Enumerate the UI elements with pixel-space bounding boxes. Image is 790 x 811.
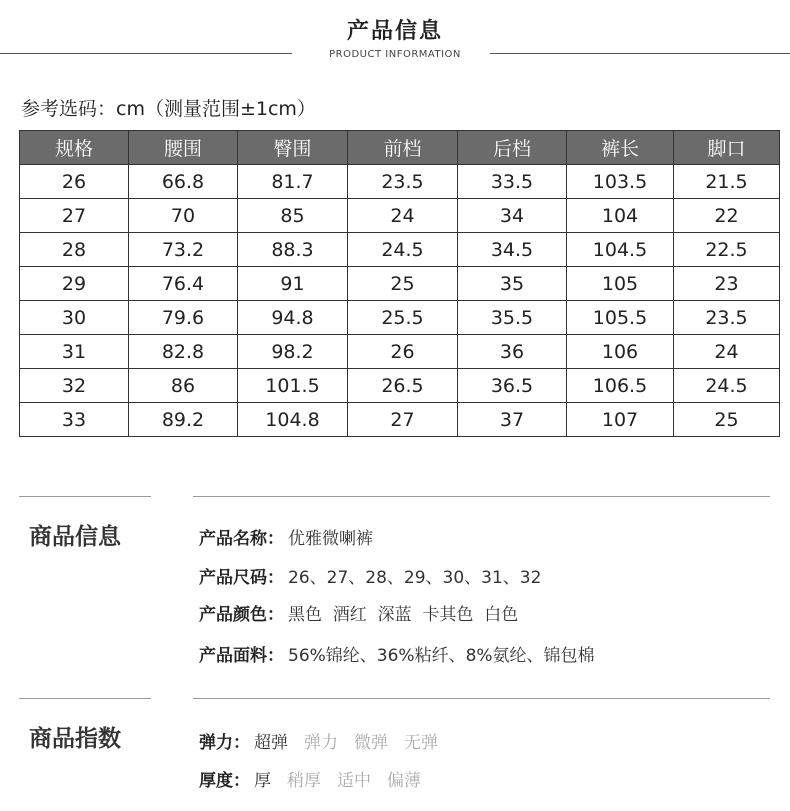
table-cell: 30 — [20, 301, 129, 335]
elasticity-option: 超弹 — [254, 733, 288, 753]
thickness-option: 适中 — [337, 771, 371, 791]
table-cell: 73.2 — [129, 233, 238, 267]
table-cell: 26 — [348, 335, 458, 369]
table-cell: 82.8 — [129, 335, 238, 369]
table-cell: 24 — [674, 335, 780, 369]
column-header: 脚口 — [674, 131, 780, 165]
table-cell: 101.5 — [238, 369, 348, 403]
table-cell: 94.8 — [238, 301, 348, 335]
table-cell: 26.5 — [348, 369, 458, 403]
table-cell: 104.5 — [567, 233, 674, 267]
table-row — [20, 199, 780, 233]
table-cell: 66.8 — [129, 165, 238, 199]
table-cell: 86 — [129, 369, 238, 403]
table-row — [20, 403, 780, 437]
column-header: 后档 — [458, 131, 567, 165]
table-cell: 25 — [674, 403, 780, 437]
table-cell: 35 — [458, 267, 567, 301]
table-cell: 70 — [129, 199, 238, 233]
table-cell: 33.5 — [458, 165, 567, 199]
column-header: 裤长 — [567, 131, 674, 165]
table-cell: 104 — [567, 199, 674, 233]
table-cell: 22 — [674, 199, 780, 233]
info-label: 产品面料： — [199, 646, 284, 666]
table-cell: 76.4 — [129, 267, 238, 301]
product-info-title: 商品信息 — [29, 524, 121, 550]
table-cell: 26 — [20, 165, 129, 199]
info-row-fabric — [199, 641, 595, 666]
elasticity-label: 弹力： — [199, 733, 250, 753]
elasticity-option: 无弹 — [404, 733, 438, 753]
info-row-name — [199, 524, 373, 549]
table-cell: 91 — [238, 267, 348, 301]
info-label: 产品颜色： — [199, 605, 284, 625]
info-label: 产品尺码： — [199, 568, 284, 588]
info-value: 26、27、28、29、30、31、32 — [288, 568, 542, 588]
table-row — [20, 369, 780, 403]
table-cell: 85 — [238, 199, 348, 233]
section-divider — [19, 496, 151, 497]
page-header — [0, 0, 790, 70]
table-cell: 25 — [348, 267, 458, 301]
table-cell: 104.8 — [238, 403, 348, 437]
elasticity-option: 微弹 — [354, 733, 388, 753]
table-cell: 105 — [567, 267, 674, 301]
product-index-title: 商品指数 — [29, 726, 121, 752]
info-row-size — [199, 563, 541, 588]
info-value: 56%锦纶、36%粘纤、8%氨纶、锦包棉 — [288, 646, 595, 666]
page-title: 产品信息 — [346, 18, 443, 44]
table-cell: 24 — [348, 199, 458, 233]
table-cell: 89.2 — [129, 403, 238, 437]
table-row — [20, 335, 780, 369]
table-cell: 88.3 — [238, 233, 348, 267]
table-cell: 23 — [674, 267, 780, 301]
table-cell: 24.5 — [674, 369, 780, 403]
table-cell: 23.5 — [674, 301, 780, 335]
table-cell: 79.6 — [129, 301, 238, 335]
table-cell: 29 — [20, 267, 129, 301]
table-cell: 36 — [458, 335, 567, 369]
thickness-option: 厚 — [254, 771, 271, 791]
thickness-option: 稍厚 — [287, 771, 321, 791]
info-value: 优雅微喇裤 — [288, 529, 373, 549]
table-cell: 33 — [20, 403, 129, 437]
table-cell: 27 — [20, 199, 129, 233]
table-cell: 37 — [458, 403, 567, 437]
size-table — [19, 130, 780, 437]
table-cell: 23.5 — [348, 165, 458, 199]
table-cell: 103.5 — [567, 165, 674, 199]
table-cell: 36.5 — [458, 369, 567, 403]
thickness-row — [199, 766, 437, 791]
table-cell: 105.5 — [567, 301, 674, 335]
thickness-options — [254, 771, 437, 791]
page-subtitle: PRODUCT INFORMATION — [329, 49, 461, 60]
column-header: 臀围 — [238, 131, 348, 165]
table-cell: 98.2 — [238, 335, 348, 369]
table-row — [20, 301, 780, 335]
column-header: 腰围 — [129, 131, 238, 165]
column-header: 前档 — [348, 131, 458, 165]
table-cell: 106.5 — [567, 369, 674, 403]
thickness-option: 偏薄 — [387, 771, 421, 791]
table-cell: 34.5 — [458, 233, 567, 267]
size-table-header-row — [20, 131, 780, 165]
table-row — [20, 267, 780, 301]
info-label: 产品名称： — [199, 529, 284, 549]
section-divider — [19, 698, 151, 699]
table-cell: 31 — [20, 335, 129, 369]
table-cell: 81.7 — [238, 165, 348, 199]
elasticity-option: 弹力 — [304, 733, 338, 753]
table-cell: 22.5 — [674, 233, 780, 267]
column-header: 规格 — [20, 131, 129, 165]
info-value: 黑色 酒红 深蓝 卡其色 白色 — [288, 605, 519, 625]
elasticity-row — [199, 728, 454, 753]
size-note: 参考选码：cm（测量范围±1cm） — [21, 98, 316, 120]
table-cell: 27 — [348, 403, 458, 437]
table-cell: 35.5 — [458, 301, 567, 335]
table-cell: 24.5 — [348, 233, 458, 267]
table-cell: 107 — [567, 403, 674, 437]
info-row-color — [199, 600, 518, 625]
section-divider — [193, 496, 770, 497]
table-cell: 21.5 — [674, 165, 780, 199]
elasticity-options — [254, 733, 454, 753]
table-cell: 34 — [458, 199, 567, 233]
table-cell: 25.5 — [348, 301, 458, 335]
table-row — [20, 165, 780, 199]
table-cell: 28 — [20, 233, 129, 267]
thickness-label: 厚度： — [199, 771, 250, 791]
table-row — [20, 233, 780, 267]
table-cell: 32 — [20, 369, 129, 403]
header-divider-right — [490, 53, 790, 54]
table-cell: 106 — [567, 335, 674, 369]
section-divider — [193, 698, 770, 699]
